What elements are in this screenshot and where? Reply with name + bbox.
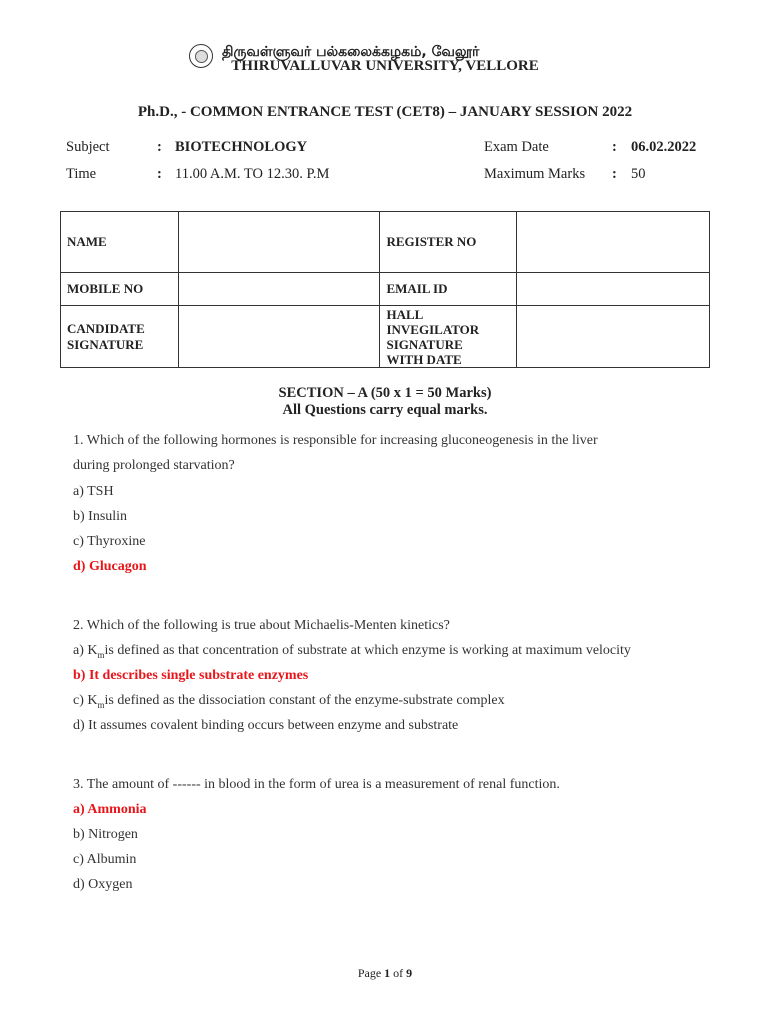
- subject-label: Subject: [66, 139, 110, 155]
- mobile-no-label: MOBILE NO: [61, 273, 179, 306]
- subject-colon: :: [157, 139, 162, 155]
- section-subtitle: All Questions carry equal marks.: [282, 402, 488, 418]
- question-1-option-b: b) Insulin: [73, 509, 128, 524]
- exam-date-label: Exam Date: [484, 139, 549, 155]
- section-title: SECTION – A (50 x 1 = 50 Marks): [278, 385, 492, 401]
- subject-value: BIOTECHNOLOGY: [175, 139, 308, 155]
- candidate-signature-field[interactable]: [178, 306, 380, 368]
- page-number: Page 1 of 9: [357, 966, 413, 980]
- name-label: NAME: [61, 212, 179, 273]
- candidate-signature-label: CANDIDATE SIGNATURE: [61, 306, 179, 368]
- name-field[interactable]: [178, 212, 380, 273]
- question-1-option-c: c) Thyroxine: [73, 534, 146, 549]
- question-2-option-d: d) It assumes covalent binding occurs between enzyme and substrate: [73, 718, 459, 733]
- question-1-line-2: during prolonged starvation?: [73, 458, 235, 473]
- question-2-option-b-answer: b) It describes single substrate enzymes: [73, 668, 309, 683]
- question-1-line-1: 1. Which of the following hormones is responsible for increasing gluconeogenesis in the liver: [73, 433, 598, 448]
- exam-date-value: 06.02.2022: [631, 139, 697, 155]
- max-marks-value: 50: [631, 166, 646, 182]
- question-1-option-a: a) TSH: [73, 484, 114, 499]
- question-3-option-d: d) Oxygen: [73, 877, 133, 892]
- email-id-label: EMAIL ID: [380, 273, 517, 306]
- table-row: [61, 306, 710, 368]
- max-marks-colon: :: [612, 166, 617, 182]
- university-name: THIRUVALLUVAR UNIVERSITY, VELLORE: [231, 58, 539, 74]
- exam-date-colon: :: [612, 139, 617, 155]
- question-1-option-d-answer: d) Glucagon: [73, 559, 147, 574]
- question-3-option-b: b) Nitrogen: [73, 827, 138, 842]
- question-2-text: 2. Which of the following is true about Michaelis-Menten kinetics?: [73, 618, 450, 633]
- mobile-no-field[interactable]: [178, 273, 380, 306]
- question-3-option-c: c) Albumin: [73, 852, 137, 867]
- question-2-option-c: c) $K_mis$ defined as the dissociation constant of the enzyme-substrate complex: [73, 693, 505, 710]
- table-row: [61, 212, 710, 273]
- table-row: [61, 273, 710, 306]
- max-marks-label: Maximum Marks: [484, 166, 586, 182]
- question-2-option-a: a) $K_mis$ defined as that concentration of substrate at which enzyme is working at maximum velocity: [73, 643, 631, 660]
- register-no-field[interactable]: [517, 212, 710, 273]
- candidate-info-table: [60, 211, 710, 368]
- hall-invigilator-field[interactable]: [517, 306, 710, 368]
- question-3-text: 3. The amount of ------ in blood in the form of urea is a measurement of renal function.: [73, 777, 560, 792]
- time-value: 11.00 A.M. TO 12.30. P.M: [175, 166, 330, 182]
- tamil-title: திருவள்ளுவர் பல்கலைக்கழகம், வேலூர்: [222, 44, 480, 60]
- time-label: Time: [66, 166, 97, 182]
- hall-invigilator-label: HALL INVEGILATOR SIGNATURE WITH DATE: [380, 306, 517, 368]
- question-3-option-a-answer: a) Ammonia: [73, 802, 147, 817]
- email-id-field[interactable]: [517, 273, 710, 306]
- exam-title: Ph.D., - COMMON ENTRANCE TEST (CET8) – JANUARY SESSION 2022: [137, 104, 633, 120]
- time-colon: :: [157, 166, 162, 182]
- register-no-label: REGISTER NO: [380, 212, 517, 273]
